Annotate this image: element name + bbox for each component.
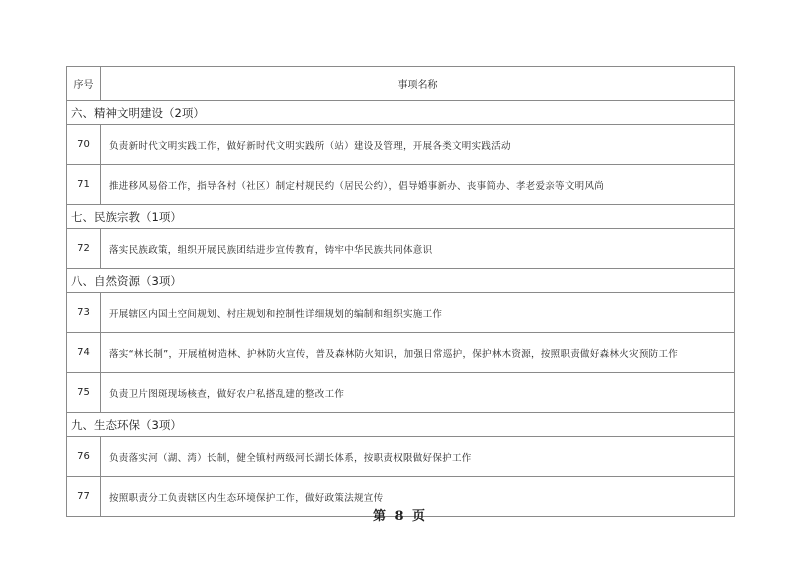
row-number: 72 xyxy=(67,229,101,269)
items-table xyxy=(66,66,735,517)
table-row xyxy=(67,229,735,269)
row-number: 71 xyxy=(67,165,101,205)
row-text: 落实民族政策，组织开展民族团结进步宣传教育，铸牢中华民族共同体意识 xyxy=(101,229,735,269)
section-row xyxy=(67,101,735,125)
row-number: 74 xyxy=(67,333,101,373)
section-title: 七、民族宗教（1项） xyxy=(67,205,735,229)
table-row xyxy=(67,165,735,205)
page-number: 第 8 页 xyxy=(372,509,428,524)
section-row xyxy=(67,269,735,293)
row-text: 推进移风易俗工作，指导各村（社区）制定村规民约（居民公约），倡导婚事新办、丧事简办、孝老爱亲等文明风尚 xyxy=(101,165,735,205)
row-text: 按照职责分工负责辖区内生态环境保护工作，做好政策法规宣传 xyxy=(101,477,735,517)
row-text: 负责卫片图斑现场核查，做好农户私搭乱建的整改工作 xyxy=(101,373,735,413)
row-number: 73 xyxy=(67,293,101,333)
section-title: 九、生态环保（3项） xyxy=(67,413,735,437)
row-text: 落实“林长制”，开展植树造林、护林防火宣传，普及森林防火知识，加强日常巡护，保护林木资源，按照职责做好森林火灾预防工作 xyxy=(101,333,735,373)
row-text: 负责新时代文明实践工作，做好新时代文明实践所（站）建设及管理，开展各类文明实践活动 xyxy=(101,125,735,165)
table-row xyxy=(67,437,735,477)
section-title: 八、自然资源（3项） xyxy=(67,269,735,293)
header-no: 序号 xyxy=(67,67,101,101)
table-row xyxy=(67,125,735,165)
row-text: 负责落实河（湖、湾）长制，健全镇村两级河长湖长体系，按职责权限做好保护工作 xyxy=(101,437,735,477)
section-row xyxy=(67,205,735,229)
row-text: 开展辖区内国土空间规划、村庄规划和控制性详细规划的编制和组织实施工作 xyxy=(101,293,735,333)
row-number: 70 xyxy=(67,125,101,165)
row-number: 77 xyxy=(67,477,101,517)
section-title: 六、精神文明建设（2项） xyxy=(67,101,735,125)
table-header-row xyxy=(67,67,735,101)
table-row xyxy=(67,333,735,373)
section-row xyxy=(67,413,735,437)
row-number: 76 xyxy=(67,437,101,477)
table-row xyxy=(67,293,735,333)
header-name: 事项名称 xyxy=(101,67,735,101)
table-row xyxy=(67,373,735,413)
row-number: 75 xyxy=(67,373,101,413)
